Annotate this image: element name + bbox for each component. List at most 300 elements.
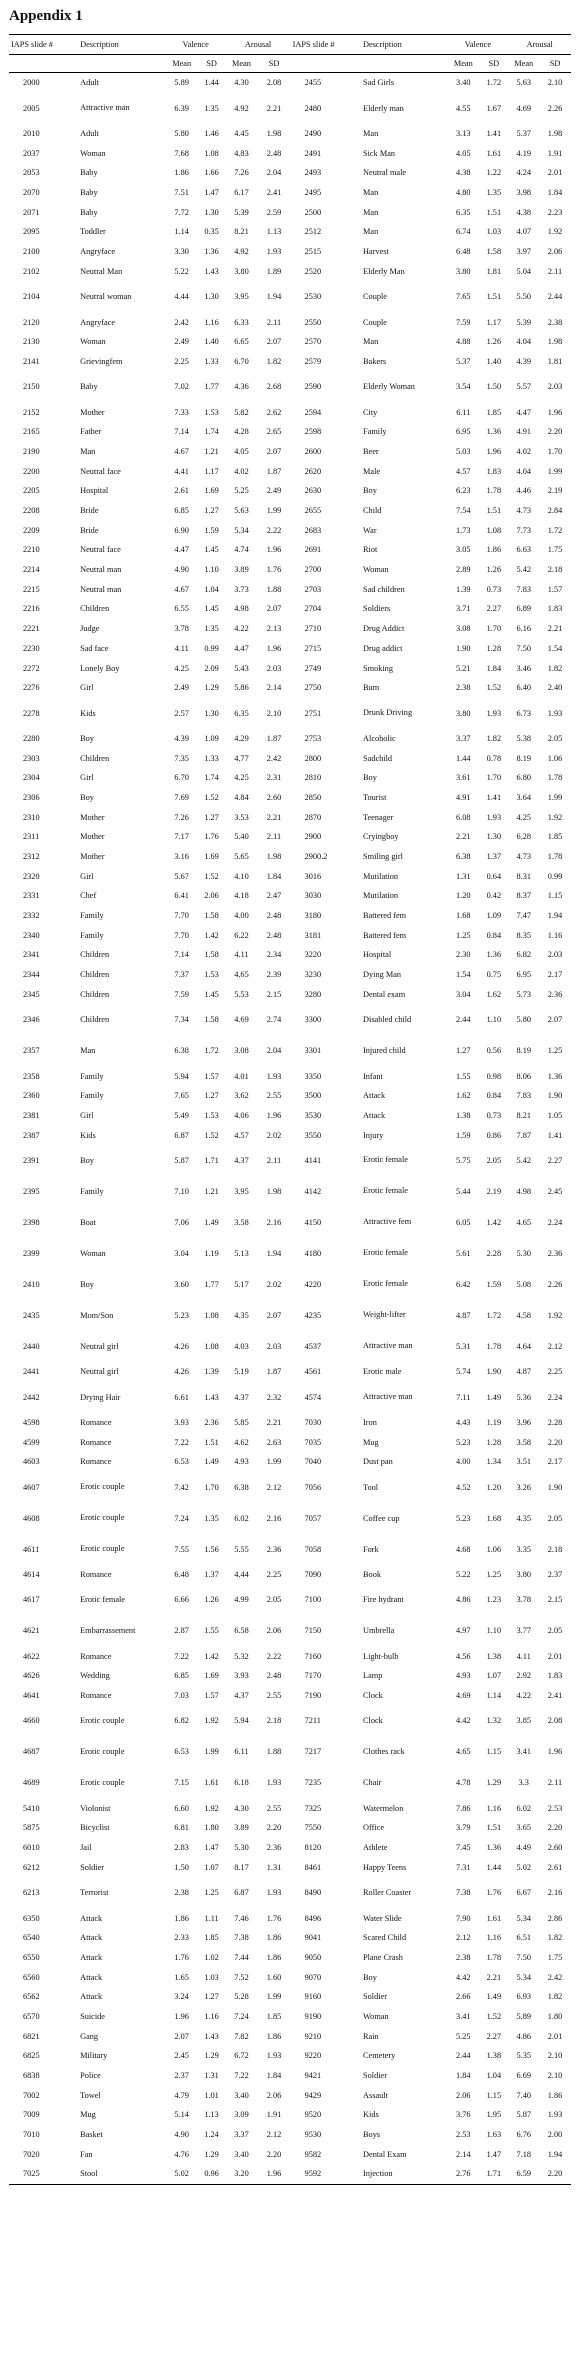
description-cell: Elderly man — [363, 103, 404, 113]
arousal-mean-cell: 3.20 — [226, 2164, 258, 2184]
valence-mean-cell: 3.04 — [456, 989, 471, 999]
valence-sd-cell: 0.35 — [204, 227, 219, 237]
arousal-mean-cell: 7.46 — [234, 1913, 249, 1923]
valence-mean-cell: 7.51 — [174, 188, 189, 198]
table-row — [9, 1736, 571, 1767]
arousal-sd-cell: 2.62 — [266, 407, 282, 417]
valence-mean-cell: 3.71 — [456, 604, 471, 614]
description-cell: Sad children — [363, 584, 405, 594]
slide-number-cell: 2200 — [23, 466, 40, 476]
valence-sd-cell: 1.17 — [486, 317, 502, 327]
valence-mean-cell: 7.06 — [174, 1217, 189, 1227]
description-cell: Boy — [363, 486, 377, 496]
arousal-sd-cell: 2.17 — [547, 1457, 563, 1467]
valence-sd-cell: 1.61 — [486, 148, 502, 158]
valence-sd-cell: 1.92 — [204, 1716, 219, 1726]
slide-number-cell: 6212 — [23, 1862, 40, 1872]
description-cell: Angryface — [80, 317, 116, 327]
slide-number-cell: 2703 — [304, 584, 322, 594]
description-cell: Man — [363, 207, 379, 217]
valence-sd-cell: 1.36 — [204, 247, 219, 257]
valence-sd-cell: 1.52 — [486, 2011, 502, 2021]
description-cell: Soldiers — [363, 604, 391, 614]
table-row — [9, 866, 571, 886]
slide-number-cell: 2320 — [23, 871, 40, 881]
slide-number-cell: 2346 — [23, 1015, 40, 1025]
arousal-sd-cell: 2.60 — [547, 1843, 563, 1853]
arousal-mean-cell: 4.58 — [516, 1310, 531, 1320]
slide-number-cell: 4689 — [23, 1778, 40, 1788]
description-cell: Family — [80, 911, 104, 921]
slide-number-cell: 2130 — [23, 337, 40, 347]
slide-number-cell: 4537 — [304, 1341, 322, 1351]
arousal-mean-cell: 7.38 — [234, 1933, 249, 1943]
description-cell: Boys — [363, 2130, 381, 2140]
arousal-sd-cell: 2.22 — [266, 1651, 282, 1661]
arousal-mean-cell: 6.73 — [516, 708, 531, 718]
valence-mean-cell: 6.61 — [174, 1392, 189, 1402]
valence-mean-cell: 7.42 — [174, 1482, 189, 1492]
arousal-mean-cell: 4.35 — [234, 1310, 249, 1320]
valence-sd-cell: 1.83 — [486, 466, 502, 476]
table-row — [9, 827, 571, 847]
description-cell: Drug Addict — [363, 624, 405, 634]
arousal-mean-cell: 6.02 — [516, 1803, 531, 1813]
arousal-mean-cell: 6.11 — [234, 1747, 249, 1757]
slide-number-cell: 7002 — [23, 2090, 40, 2100]
arousal-mean-cell: 4.98 — [234, 604, 249, 614]
valence-sd-cell: 1.04 — [204, 584, 219, 594]
valence-sd-cell: 1.35 — [486, 188, 502, 198]
description-cell: Clock — [363, 1716, 383, 1726]
valence-sd-cell: 1.72 — [486, 1310, 502, 1320]
slide-number-cell: 2341 — [23, 950, 40, 960]
slide-number-cell: 6821 — [23, 2031, 40, 2041]
valence-sd-cell: 1.40 — [204, 337, 219, 347]
slide-number-cell: 2620 — [304, 466, 322, 476]
arousal-mean-cell: 5.53 — [234, 989, 249, 999]
valence-mean-cell: 7.14 — [174, 950, 189, 960]
slide-number-cell: 9421 — [304, 2071, 322, 2081]
slide-number-cell: 4687 — [23, 1747, 40, 1757]
valence-sd-cell: 1.58 — [204, 1015, 219, 1025]
valence-mean-cell: 6.85 — [174, 1671, 189, 1681]
valence-mean-cell: 7.02 — [174, 382, 189, 392]
arousal-sd-cell: 2.49 — [266, 486, 282, 496]
valence-mean-cell: 4.44 — [174, 292, 189, 302]
description-cell: Boy — [80, 733, 94, 743]
arousal-sd-cell: 1.78 — [547, 852, 563, 862]
valence-sd-cell: 1.69 — [204, 486, 219, 496]
description-cell: Baby — [80, 168, 98, 178]
arousal-sd-cell: 2.11 — [266, 317, 282, 327]
slide-number-cell: 2441 — [23, 1367, 40, 1377]
slide-number-cell: 2150 — [23, 382, 40, 392]
arousal-mean-cell: 8.19 — [516, 753, 531, 763]
valence-sd-cell: 1.09 — [204, 733, 219, 743]
valence-mean-cell: 5.74 — [456, 1367, 471, 1377]
valence-sd-cell: 1.42 — [486, 1217, 502, 1227]
arousal-mean-cell: 4.47 — [234, 643, 249, 653]
arousal-sd-cell: 2.25 — [266, 1570, 282, 1580]
valence-mean-cell: 7.86 — [456, 1803, 471, 1813]
description-cell: Children — [80, 604, 110, 614]
slide-number-cell: 8496 — [304, 1913, 322, 1923]
description-cell: Attack — [363, 1091, 386, 1101]
arousal-mean-cell: 4.92 — [234, 103, 249, 113]
valence-mean-cell: 2.45 — [174, 2051, 189, 2061]
valence-sd-cell: 0.73 — [486, 584, 502, 594]
description-cell: Man — [363, 129, 379, 139]
arousal-sd-cell: 2.11 — [266, 1155, 282, 1165]
header-valence-left: Valence — [166, 35, 226, 55]
description-cell: Boat — [80, 1217, 96, 1227]
arousal-sd-cell: 1.98 — [266, 1186, 282, 1196]
valence-sd-cell: 1.06 — [486, 1544, 502, 1554]
description-cell: Kids — [363, 2110, 379, 2120]
slide-number-cell: 8120 — [304, 1843, 322, 1853]
slide-number-cell: 2550 — [304, 317, 322, 327]
description-cell: Drug addict — [363, 643, 403, 653]
valence-sd-cell: 2.27 — [486, 2031, 502, 2041]
slide-number-cell: 4142 — [304, 1186, 322, 1196]
valence-mean-cell: 6.95 — [456, 427, 471, 437]
description-cell: Riot — [363, 545, 378, 555]
arousal-sd-cell: 2.26 — [547, 103, 563, 113]
description-cell: Attractive man — [80, 103, 130, 113]
table-row — [9, 886, 571, 906]
description-cell: Bride — [80, 525, 99, 535]
table-row — [9, 352, 571, 372]
arousal-sd-cell: 2.53 — [547, 1803, 563, 1813]
table-row — [9, 1615, 571, 1646]
slide-number-cell: 7160 — [304, 1651, 322, 1661]
arousal-sd-cell: 2.20 — [547, 1823, 563, 1833]
slide-number-cell: 2810 — [304, 773, 322, 783]
valence-mean-cell: 3.37 — [456, 733, 471, 743]
valence-mean-cell: 7.69 — [174, 792, 189, 802]
valence-sd-cell: 1.77 — [204, 382, 219, 392]
slide-number-cell: 2205 — [23, 486, 40, 496]
arousal-mean-cell: 6.17 — [234, 188, 249, 198]
description-cell: Erotic female — [363, 1279, 408, 1289]
table-row — [9, 1818, 571, 1838]
arousal-mean-cell: 4.30 — [234, 1803, 249, 1813]
valence-mean-cell: 7.70 — [174, 911, 189, 921]
table-row — [9, 985, 571, 1005]
arousal-mean-cell: 5.02 — [516, 1862, 531, 1872]
valence-mean-cell: 3.04 — [174, 1248, 189, 1258]
arousal-sd-cell: 1.99 — [547, 466, 563, 476]
slide-number-cell: 4598 — [23, 1417, 40, 1427]
valence-sd-cell: 2.28 — [486, 1248, 502, 1258]
valence-sd-cell: 1.59 — [486, 1279, 502, 1289]
arousal-mean-cell: 3.73 — [234, 584, 249, 594]
description-cell: Mom/Son — [80, 1310, 114, 1320]
description-cell: Bride — [80, 506, 99, 516]
valence-mean-cell: 4.05 — [456, 148, 471, 158]
valence-sd-cell: 1.11 — [204, 1913, 219, 1923]
description-cell: Kids — [80, 708, 96, 718]
description-cell: Water Slide — [363, 1913, 402, 1923]
description-cell: Bakers — [363, 356, 387, 366]
valence-sd-cell: 1.16 — [204, 2011, 219, 2021]
description-cell: Romance — [80, 1651, 112, 1661]
table-row — [9, 1838, 571, 1858]
valence-mean-cell: 5.14 — [174, 2110, 189, 2120]
valence-sd-cell: 1.21 — [204, 1186, 219, 1196]
page-title: Appendix 1 — [9, 8, 83, 24]
valence-mean-cell: 3.08 — [456, 624, 471, 634]
arousal-sd-cell: 2.41 — [266, 188, 282, 198]
arousal-mean-cell: 3.58 — [516, 1437, 531, 1447]
description-cell: Neutral girl — [80, 1341, 119, 1351]
valence-mean-cell: 4.67 — [174, 446, 189, 456]
description-cell: Man — [363, 337, 379, 347]
slide-number-cell: 6550 — [23, 1952, 40, 1962]
slide-number-cell: 6213 — [23, 1888, 40, 1898]
table-row — [9, 2026, 571, 2046]
table-row — [9, 1686, 571, 1706]
slide-number-cell: 3030 — [304, 891, 322, 901]
description-cell: Happy Teens — [363, 1862, 407, 1872]
valence-mean-cell: 2.44 — [456, 1015, 471, 1025]
valence-mean-cell: 5.23 — [174, 1310, 189, 1320]
slide-number-cell: 2230 — [23, 643, 40, 653]
valence-mean-cell: 5.23 — [456, 1513, 471, 1523]
valence-sd-cell: 1.08 — [204, 1310, 219, 1320]
valence-sd-cell: 1.49 — [486, 1392, 502, 1402]
arousal-sd-cell: 2.10 — [547, 78, 563, 88]
arousal-mean-cell: 6.67 — [516, 1888, 531, 1898]
table-row — [9, 678, 571, 698]
arousal-sd-cell: 1.36 — [547, 1071, 563, 1081]
valence-mean-cell: 3.30 — [174, 247, 189, 257]
arousal-mean-cell: 7.83 — [516, 1091, 531, 1101]
slide-number-cell: 4220 — [304, 1279, 322, 1289]
description-cell: Erotic female — [363, 1155, 408, 1165]
valence-mean-cell: 6.05 — [456, 1217, 471, 1227]
valence-sd-cell: 1.26 — [486, 565, 502, 575]
description-cell: Lonely Boy — [80, 663, 120, 673]
description-cell: Boy — [80, 1155, 94, 1165]
slide-number-cell: 2104 — [23, 292, 40, 302]
valence-mean-cell: 2.38 — [456, 683, 471, 693]
arousal-sd-cell: 2.86 — [547, 1913, 563, 1923]
description-cell: Clothes rack — [363, 1747, 405, 1757]
slide-number-cell: 9582 — [304, 2149, 322, 2159]
arousal-mean-cell: 3.58 — [234, 1217, 249, 1227]
table-row — [9, 2144, 571, 2164]
valence-sd-cell: 1.09 — [486, 911, 502, 921]
arousal-mean-cell: 6.28 — [516, 832, 531, 842]
valence-mean-cell: 2.38 — [174, 1888, 189, 1898]
slide-number-cell: 4621 — [23, 1626, 40, 1636]
slide-number-cell: 7030 — [304, 1417, 322, 1427]
arousal-sd-cell: 2.16 — [266, 1513, 282, 1523]
header-slide-left: IAPS slide # — [9, 35, 78, 55]
description-cell: Family — [80, 1071, 104, 1081]
description-cell: Attractive man — [363, 1392, 413, 1402]
arousal-mean-cell: 4.22 — [234, 624, 249, 634]
valence-mean-cell: 7.59 — [174, 989, 189, 999]
valence-mean-cell: 2.07 — [174, 2031, 189, 2041]
description-cell: Children — [80, 1015, 110, 1025]
description-cell: Neutral man — [80, 584, 122, 594]
arousal-sd-cell: 1.92 — [547, 1310, 563, 1320]
arousal-mean-cell: 8.06 — [516, 1071, 531, 1081]
valence-mean-cell: 3.05 — [456, 545, 471, 555]
slide-number-cell: 2490 — [304, 129, 322, 139]
valence-sd-cell: 1.85 — [486, 407, 502, 417]
slide-number-cell: 2395 — [23, 1186, 40, 1196]
slide-number-cell: 2210 — [23, 545, 40, 555]
valence-sd-cell: 1.36 — [486, 427, 502, 437]
description-cell: Boy — [80, 1279, 94, 1289]
iaps-table — [9, 34, 571, 2185]
arousal-mean-cell: 6.93 — [516, 1992, 531, 2002]
arousal-sd-cell: 2.04 — [266, 168, 282, 178]
arousal-mean-cell: 5.28 — [234, 1992, 249, 2002]
valence-sd-cell: 1.36 — [486, 950, 502, 960]
valence-mean-cell: 7.38 — [456, 1888, 471, 1898]
slide-number-cell: 2141 — [23, 356, 40, 366]
valence-sd-cell: 1.74 — [204, 773, 219, 783]
valence-sd-cell: 1.78 — [486, 1952, 502, 1962]
valence-mean-cell: 2.12 — [456, 1933, 471, 1943]
valence-mean-cell: 5.37 — [456, 356, 471, 366]
arousal-mean-cell: 6.40 — [516, 683, 531, 693]
table-row — [9, 619, 571, 639]
slide-number-cell: 7056 — [304, 1482, 322, 1492]
slide-number-cell: 2704 — [304, 604, 322, 614]
valence-sd-cell: 1.44 — [486, 1862, 502, 1872]
arousal-sd-cell: 1.83 — [547, 604, 563, 614]
valence-mean-cell: 2.49 — [174, 337, 189, 347]
arousal-mean-cell: 4.02 — [234, 466, 249, 476]
arousal-sd-cell: 1.13 — [266, 227, 282, 237]
description-cell: Cemetery — [363, 2051, 396, 2061]
slide-number-cell: 2304 — [23, 773, 40, 783]
slide-number-cell: 7090 — [304, 1570, 322, 1580]
table-row — [9, 93, 571, 124]
valence-mean-cell: 3.40 — [456, 78, 471, 88]
arousal-mean-cell: 4.62 — [234, 1437, 249, 1447]
slide-number-cell: 2410 — [23, 1279, 40, 1289]
description-cell: Family — [80, 1186, 104, 1196]
slide-number-cell: 2715 — [304, 643, 322, 653]
valence-sd-cell: 1.43 — [204, 2031, 219, 2041]
valence-mean-cell: 3.60 — [174, 1279, 189, 1289]
valence-mean-cell: 3.79 — [456, 1823, 471, 1833]
valence-sd-cell: 1.45 — [204, 989, 219, 999]
arousal-sd-cell: 2.15 — [266, 989, 282, 999]
table-row — [9, 1877, 571, 1908]
valence-mean-cell: 1.73 — [456, 525, 471, 535]
table-row — [9, 1798, 571, 1818]
slide-number-cell: 9429 — [304, 2090, 322, 2100]
valence-sd-cell: 1.85 — [204, 1933, 219, 1943]
valence-mean-cell: 6.70 — [174, 773, 189, 783]
valence-sd-cell: 1.71 — [204, 1155, 219, 1165]
arousal-mean-cell: 4.03 — [234, 1341, 249, 1351]
arousal-sd-cell: 2.02 — [266, 1279, 282, 1289]
table-row — [9, 481, 571, 501]
valence-mean-cell: 2.14 — [456, 2149, 471, 2159]
arousal-mean-cell: 6.87 — [234, 1888, 249, 1898]
valence-mean-cell: 4.87 — [456, 1310, 471, 1320]
valence-sd-cell: 1.53 — [204, 407, 219, 417]
description-cell: Attack — [80, 1972, 103, 1982]
arousal-sd-cell: 1.82 — [266, 356, 282, 366]
valence-sd-cell: 2.19 — [486, 1186, 502, 1196]
arousal-mean-cell: 8.17 — [234, 1862, 249, 1872]
arousal-mean-cell: 6.33 — [234, 317, 249, 327]
arousal-sd-cell: 1.76 — [266, 1913, 282, 1923]
valence-mean-cell: 2.87 — [174, 1626, 189, 1636]
valence-mean-cell: 4.67 — [174, 584, 189, 594]
valence-mean-cell: 4.43 — [456, 1417, 471, 1427]
slide-number-cell: 2590 — [304, 382, 322, 392]
arousal-sd-cell: 2.61 — [547, 1862, 563, 1872]
description-cell: Soldier — [363, 2071, 387, 2081]
arousal-sd-cell: 2.65 — [266, 427, 282, 437]
valence-sd-cell: 1.52 — [204, 1130, 219, 1140]
valence-mean-cell: 4.56 — [456, 1651, 471, 1661]
valence-sd-cell: 1.51 — [486, 292, 502, 302]
table-row — [9, 1646, 571, 1666]
arousal-mean-cell: 7.50 — [516, 643, 531, 653]
arousal-mean-cell: 4.25 — [234, 773, 249, 783]
description-cell: Erotic female — [80, 1594, 125, 1604]
arousal-mean-cell: 8.35 — [516, 930, 531, 940]
table-row — [9, 73, 571, 93]
slide-number-cell: 2000 — [23, 78, 40, 88]
valence-sd-cell: 1.47 — [204, 188, 219, 198]
arousal-sd-cell: 2.45 — [547, 1186, 563, 1196]
arousal-mean-cell: 4.04 — [516, 466, 531, 476]
table-row — [9, 2046, 571, 2066]
valence-mean-cell: 1.55 — [456, 1071, 471, 1081]
valence-sd-cell: 1.29 — [486, 1778, 502, 1788]
description-cell: Tourist — [363, 792, 387, 802]
slide-number-cell: 7217 — [304, 1747, 322, 1757]
slide-number-cell: 2850 — [304, 792, 322, 802]
description-cell: Bicyclist — [80, 1823, 110, 1833]
arousal-sd-cell: 2.03 — [547, 382, 563, 392]
arousal-sd-cell: 1.99 — [266, 506, 282, 516]
arousal-sd-cell: 1.90 — [547, 1482, 563, 1492]
table-row — [9, 1948, 571, 1968]
arousal-mean-cell: 3.65 — [516, 1823, 531, 1833]
description-cell: Girl — [80, 683, 94, 693]
arousal-sd-cell: 1.96 — [266, 1110, 282, 1120]
arousal-sd-cell: 1.94 — [547, 911, 563, 921]
arousal-mean-cell: 7.18 — [516, 2149, 531, 2159]
valence-sd-cell: 1.90 — [486, 1367, 502, 1377]
description-cell: Attack — [80, 1992, 103, 2002]
description-cell: Erotic female — [363, 1248, 408, 1258]
slide-number-cell: 4608 — [23, 1513, 40, 1523]
arousal-sd-cell: 1.96 — [257, 2164, 290, 2184]
table-row — [9, 1300, 571, 1331]
slide-number-cell: 2515 — [304, 247, 322, 257]
arousal-mean-cell: 5.63 — [516, 78, 531, 88]
arousal-mean-cell: 4.92 — [234, 247, 249, 257]
arousal-mean-cell: 6.63 — [516, 545, 531, 555]
arousal-mean-cell: 4.77 — [234, 753, 249, 763]
slide-number-cell: 3500 — [304, 1091, 322, 1101]
